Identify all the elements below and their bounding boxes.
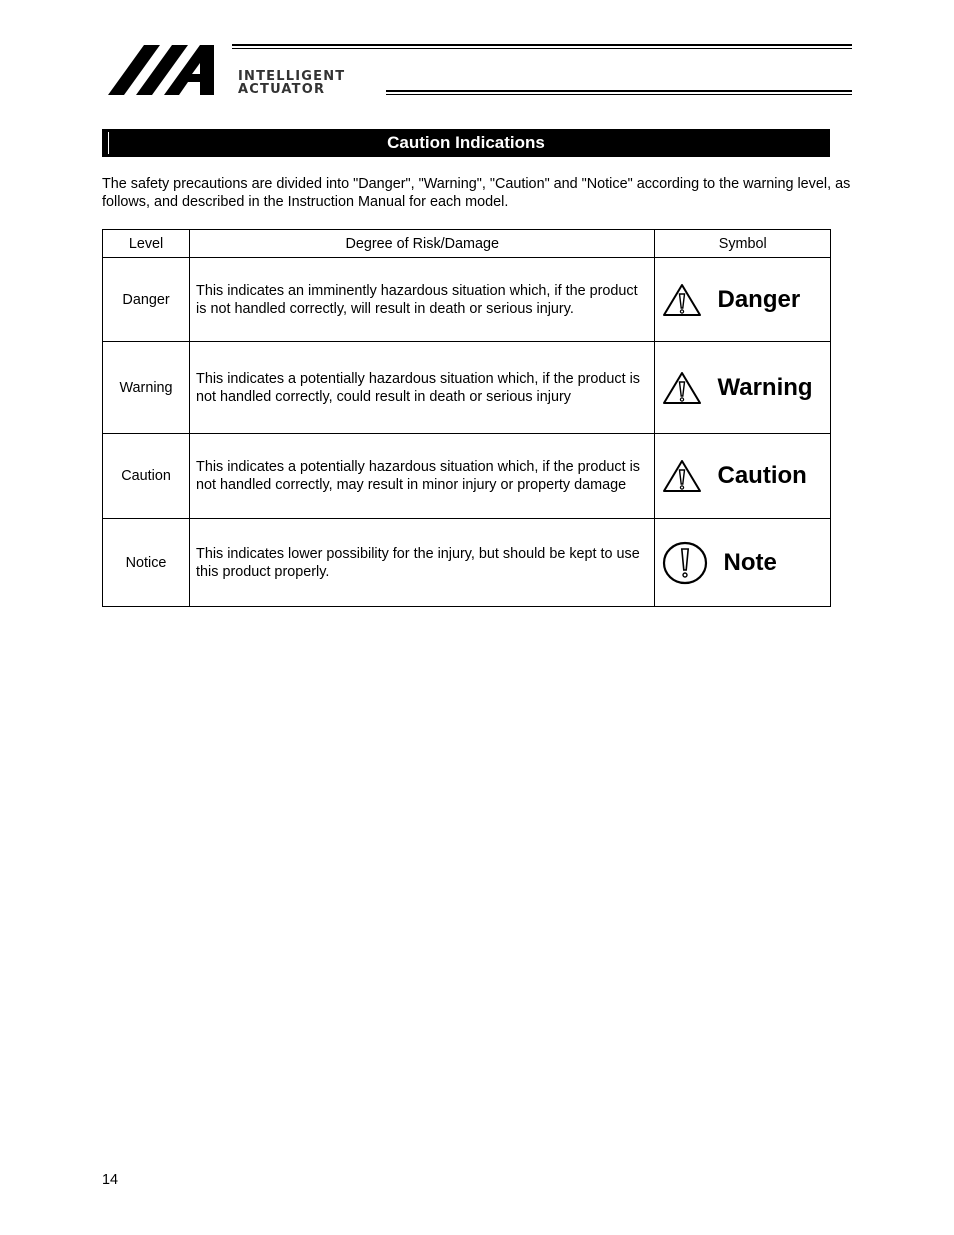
table-row xyxy=(103,258,831,342)
brand-wordmark xyxy=(238,70,345,96)
symbol-cell xyxy=(655,519,831,607)
header-symbol: Symbol xyxy=(655,230,831,258)
section-title-bar xyxy=(102,129,830,157)
table-row xyxy=(103,519,831,607)
description-cell: This indicates lower possibility for the injury, but should be kept to use this product properly. xyxy=(190,519,655,607)
table-row xyxy=(103,434,831,519)
symbol-cell xyxy=(655,342,831,434)
header-rule-top xyxy=(232,44,852,46)
symbol-label: Danger xyxy=(717,285,801,313)
caution-table xyxy=(102,229,831,607)
intro-paragraph: The safety precautions are divided into "Danger", "Warning", "Caution" and "Notice" according to the warning level, as follows, and described in the Instruction Manual for each model. xyxy=(102,176,851,210)
header-level: Level xyxy=(103,230,190,258)
symbol-label: Warning xyxy=(717,373,813,401)
symbol-label: Caution xyxy=(717,462,807,489)
level-cell: Danger xyxy=(103,258,190,342)
section-title: Caution Indications xyxy=(387,133,545,152)
brand-line-2: ACTUATOR xyxy=(238,82,326,97)
page-header xyxy=(0,0,954,110)
page-number: 14 xyxy=(102,1172,119,1188)
level-cell: Warning xyxy=(103,342,190,434)
table-row xyxy=(103,342,831,434)
level-cell: Caution xyxy=(103,434,190,519)
warning-triangle-icon xyxy=(662,459,702,493)
warning-triangle-icon xyxy=(662,283,702,317)
symbol-cell xyxy=(655,434,831,519)
header-rule-bottom xyxy=(386,90,852,92)
header-degree: Degree of Risk/Damage xyxy=(190,230,655,258)
description-cell: This indicates a potentially hazardous situation which, if the product is not handled correctly, could result in death or serious injury xyxy=(190,342,655,434)
header-rule-top-thin xyxy=(232,48,852,49)
description-cell: This indicates a potentially hazardous situation which, if the product is not handled correctly, may result in minor injury or property damage xyxy=(190,434,655,519)
symbol-cell xyxy=(655,258,831,342)
header-rule-bottom-thin xyxy=(386,94,852,95)
brand-line-1: INTELLIGENT xyxy=(238,69,346,84)
table-header-row xyxy=(103,230,831,258)
description-cell: This indicates an imminently hazardous situation which, if the product is not handled correctly, will result in death or serious injury. xyxy=(190,258,655,342)
warning-triangle-icon xyxy=(662,371,702,405)
symbol-label: Note xyxy=(723,548,777,576)
level-cell: Notice xyxy=(103,519,190,607)
exclamation-circle-icon xyxy=(662,541,708,585)
ia-logo-icon xyxy=(108,42,230,96)
